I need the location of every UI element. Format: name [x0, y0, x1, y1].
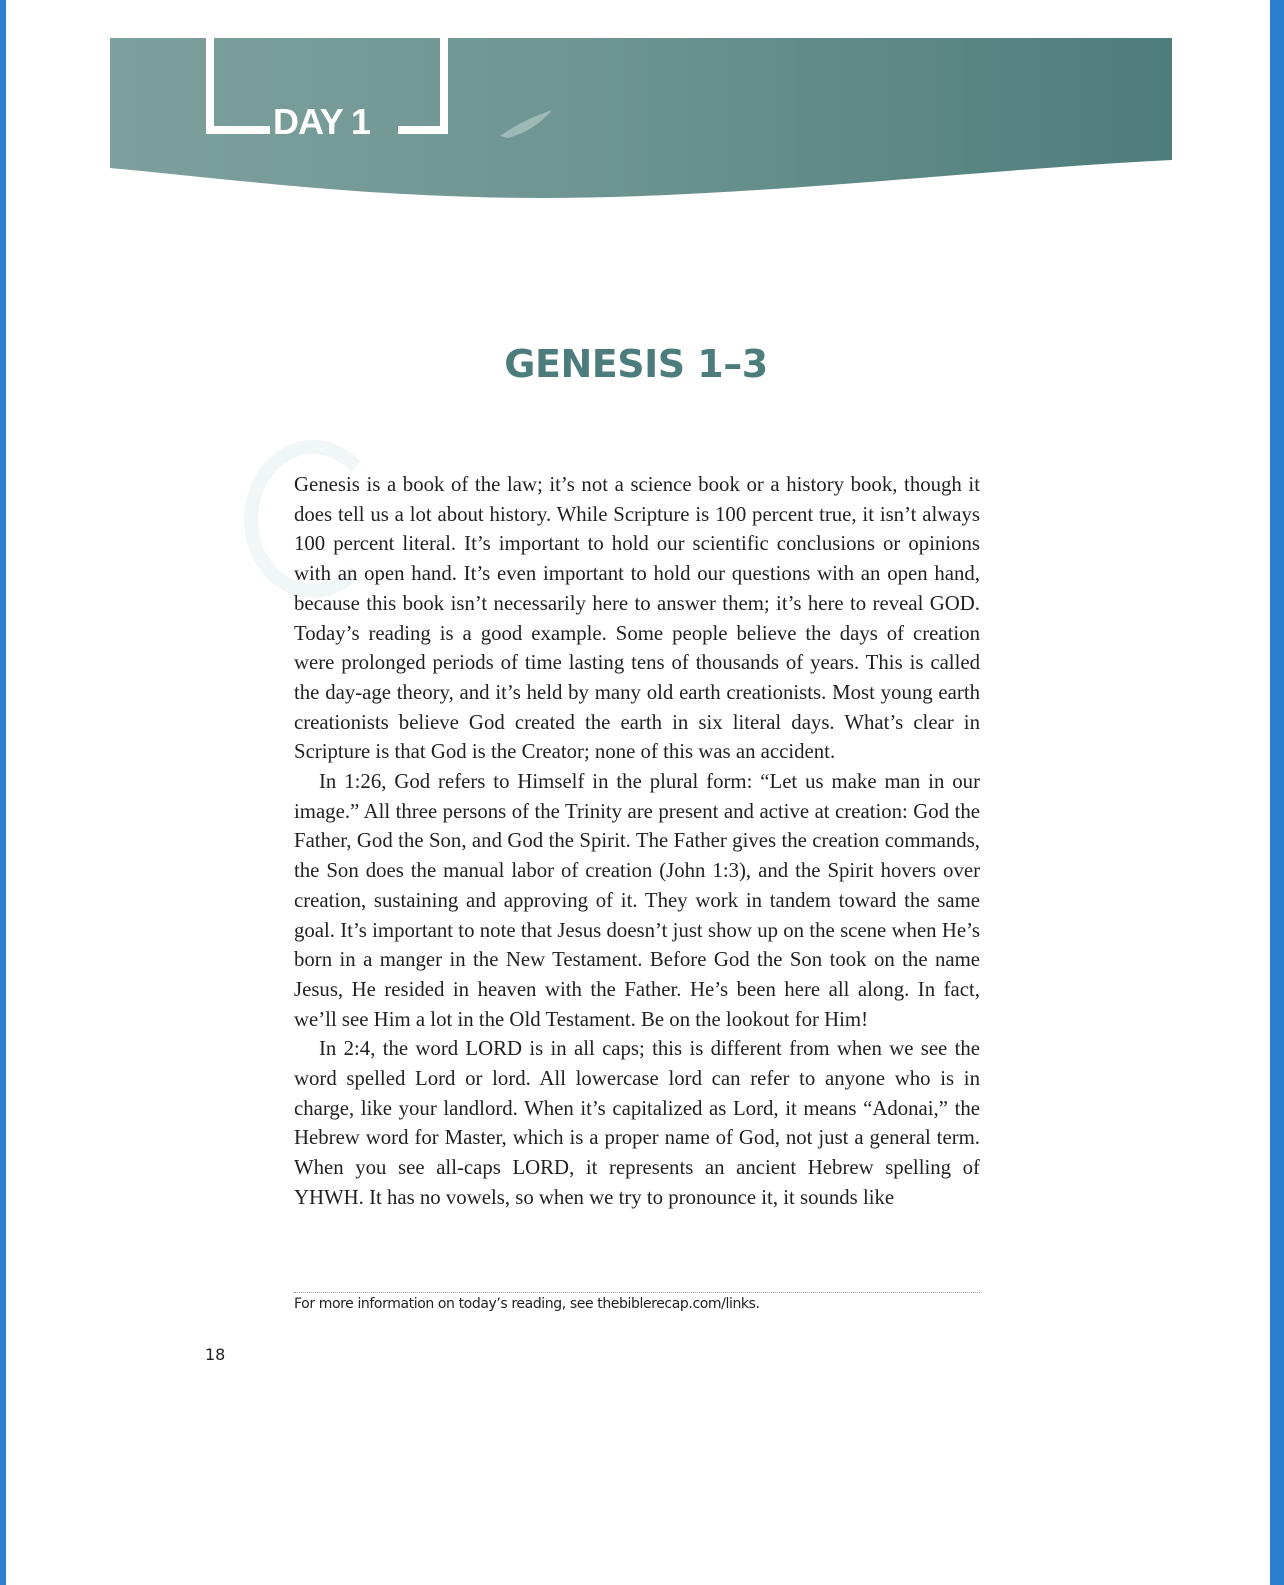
paragraph-1: Genesis is a book of the law; it’s not a science book or a history book, though it does tell us a lot about history. While Scripture is 100 percent true, it isn’t always 100 percent literal. It’s important to hold our scientific conclusions or opinions with an open hand. It’s even important to hold our questions with an open hand, because this book isn’t necessarily here to answer them; it’s here to reveal GOD. Today’s reading is a good example. Some people believe the days of creation were prolonged periods of time lasting tens of thousands of years. This is called the day-age theory, and it’s held by many old earth creationists. Most young earth creationists believe God created the earth in six literal days. What’s clear in Scripture is that God is the Creator; none of this was an accident. [294, 473, 980, 764]
day-label: DAY 1 [273, 101, 371, 142]
page-number: 18 [205, 1345, 226, 1364]
banner-shape [110, 38, 1172, 198]
chapter-title: GENESIS 1–3 [504, 342, 768, 386]
body-text [294, 470, 980, 1213]
day-banner [110, 38, 1172, 206]
footnote-divider [294, 1292, 980, 1293]
footnote: For more information on today’s reading, see thebiblerecap.com/links. [294, 1296, 760, 1312]
paragraph-3: In 2:4, the word LORD is in all caps; this is different from when we see the word spelled Lord or lord. All lowercase lord can refer to anyone who is in charge, like your landlord. When it’s capitalized as Lord, it means “Adonai,” the Hebrew word for Master, which is a proper name of God, not just a general term. When you see all-caps LORD, it represents an ancient Hebrew spelling of YHWH. It has no vowels, so when we try to pronounce it, it sounds like [294, 1037, 980, 1209]
banner-graphic [110, 38, 1172, 206]
paragraph-2: In 1:26, God refers to Himself in the plural form: “Let us make man in our image.” All three persons of the Trinity are present and active at creation: God the Father, God the Son, and God the Spirit. The Father gives the creation commands, the Son does the manual labor of creation (John 1:3), and the Spirit hovers over creation, sustaining and approving of it. They work in tandem toward the same goal. It’s important to note that Jesus doesn’t just show up on the scene when He’s born in a manger in the New Testament. Before God the Son took on the name Jesus, He resided in heaven with the Father. He’s been here all along. In fact, we’ll see Him a lot in the Old Testament. Be on the lookout for Him! [294, 770, 980, 1031]
